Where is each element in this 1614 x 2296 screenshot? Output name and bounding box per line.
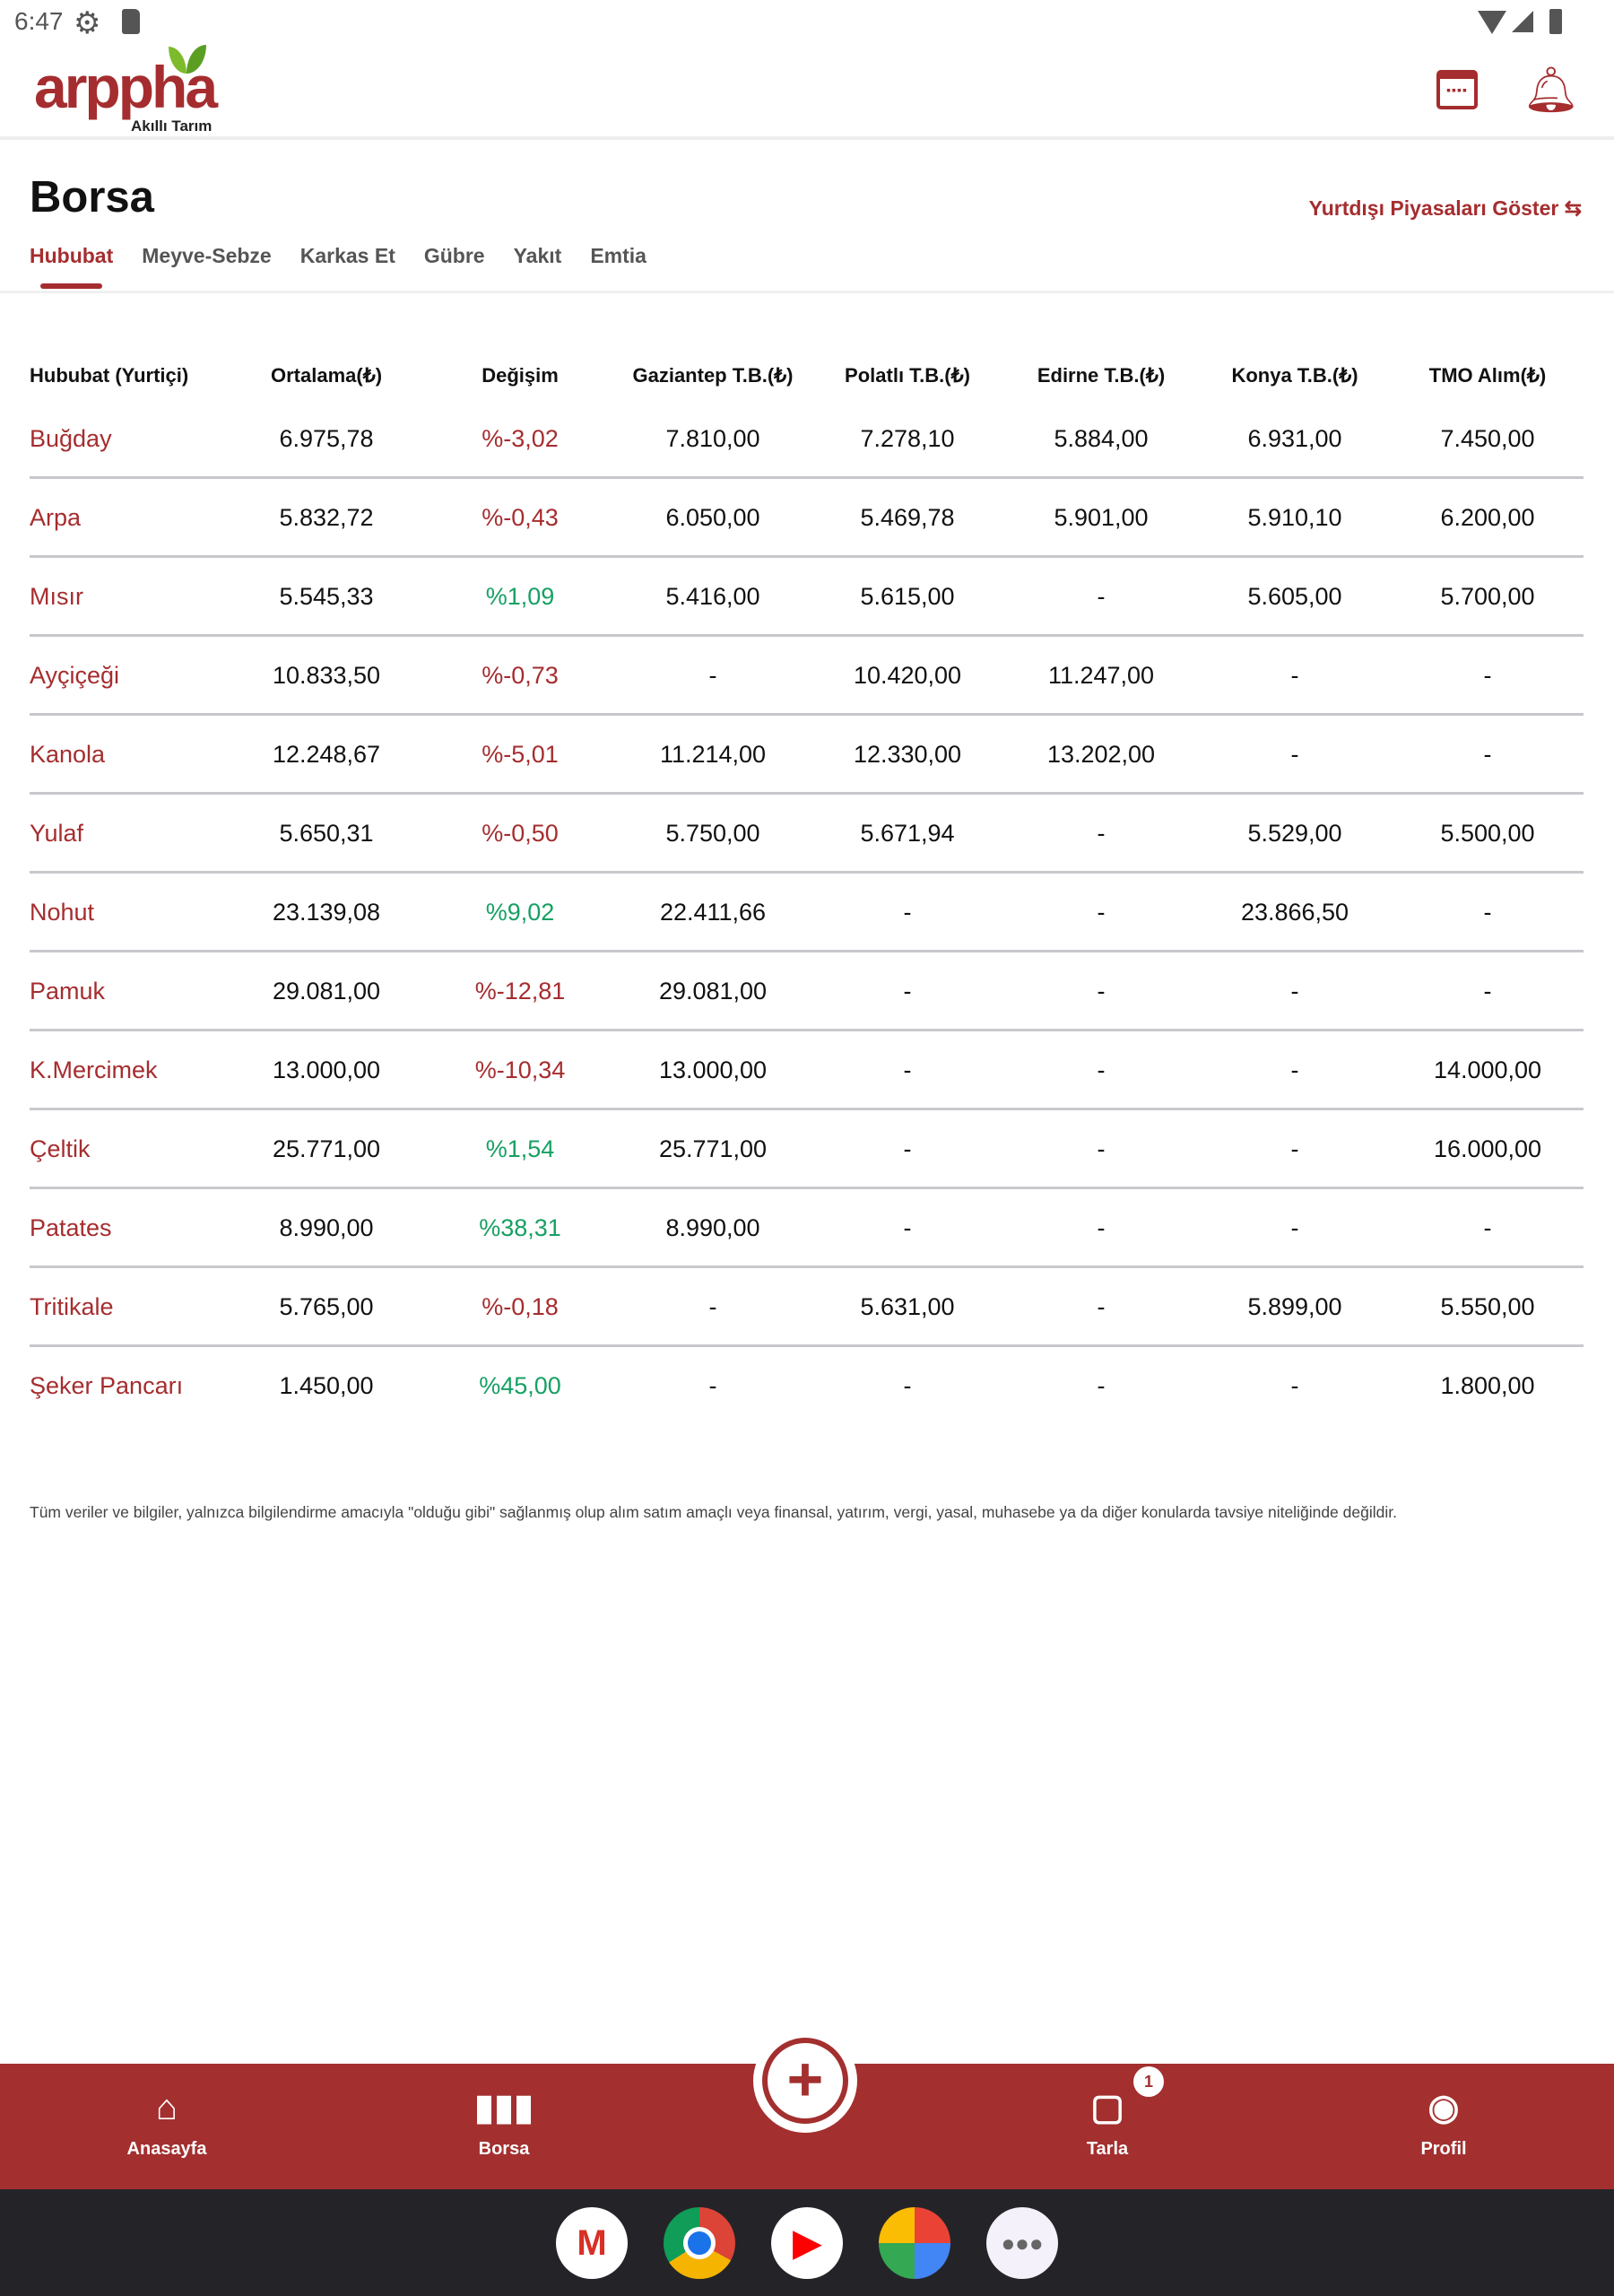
- price-cell: 25.771,00: [658, 1135, 768, 1162]
- price-cell: 5.671,94: [860, 820, 955, 847]
- commodity-name[interactable]: Patates: [30, 1214, 112, 1241]
- foreign-markets-link[interactable]: Yurtdışı Piyasaları Göster ⇆: [1308, 196, 1582, 220]
- price-cell: 7.278,10: [860, 425, 955, 452]
- tab-3[interactable]: Gübre: [423, 244, 485, 267]
- change-value: %45,00: [479, 1372, 561, 1399]
- price-cell: -: [1097, 1057, 1106, 1083]
- price-cell: -: [903, 978, 912, 1004]
- change-value: %9,02: [485, 899, 555, 926]
- status-time: 6:47: [14, 7, 64, 35]
- price-cell: 6.050,00: [665, 504, 760, 531]
- column-header: Gaziantep T.B.(₺): [632, 364, 794, 387]
- price-cell: -: [1097, 1214, 1106, 1241]
- change-value: %-0,18: [482, 1293, 559, 1320]
- price-cell: 5.899,00: [1247, 1293, 1342, 1320]
- disclaimer: Tüm veriler ve bilgiler, yalnızca bilgilendirme amacıyla "olduğu gibi" sağlanmış olup alım satım amaçlı veya finansal, yatırım, vergi, yasal, muhasebe ya da diğer konularda tavsiye niteliğinde değildir.: [30, 1503, 1397, 1521]
- price-cell: 11.247,00: [1047, 662, 1155, 689]
- price-cell: -: [1483, 1214, 1492, 1241]
- price-cell: 5.750,00: [665, 820, 760, 847]
- price-cell: 5.605,00: [1247, 583, 1342, 610]
- table-row[interactable]: [0, 795, 1614, 874]
- price-cell: 10.420,00: [853, 662, 962, 689]
- price-cell: 22.411,66: [659, 899, 767, 926]
- change-value: %38,31: [479, 1214, 561, 1241]
- price-cell: -: [1097, 899, 1106, 926]
- commodity-name[interactable]: Kanola: [30, 741, 106, 768]
- nav-profil-label: Profil: [1420, 2139, 1467, 2159]
- price-cell: 5.631,00: [860, 1293, 955, 1320]
- price-cell: -: [1483, 741, 1492, 768]
- price-cell: 6.975,78: [279, 425, 374, 452]
- price-cell: 5.469,78: [860, 504, 955, 531]
- status-bar: [0, 0, 1614, 45]
- price-cell: -: [1097, 978, 1106, 1004]
- tab-5[interactable]: Emtia: [590, 244, 646, 267]
- price-cell: -: [1290, 1057, 1299, 1083]
- change-value: %-5,01: [482, 741, 559, 768]
- logo-subtitle: Akıllı Tarım: [131, 117, 213, 135]
- table-row[interactable]: [0, 479, 1614, 558]
- commodity-name[interactable]: Mısır: [30, 583, 83, 610]
- profile-icon: ◉: [1427, 2088, 1460, 2127]
- change-value: %-3,02: [482, 425, 559, 452]
- price-cell: 12.248,67: [272, 741, 381, 768]
- nav-borsa[interactable]: [414, 2085, 594, 2160]
- tarla-badge: 1: [1133, 2066, 1164, 2097]
- commodity-name[interactable]: Çeltik: [30, 1135, 91, 1162]
- bell-icon[interactable]: 🔔︎: [1523, 65, 1580, 115]
- battery-icon: [1549, 9, 1562, 34]
- commodity-name[interactable]: Pamuk: [30, 978, 106, 1004]
- price-cell: -: [1290, 741, 1299, 768]
- price-cell: 8.990,00: [279, 1214, 374, 1241]
- column-header: Edirne T.B.(₺): [1037, 364, 1166, 387]
- price-cell: 23.866,50: [1240, 899, 1349, 926]
- price-cell: 5.529,00: [1247, 820, 1342, 847]
- price-cell: 12.330,00: [853, 741, 962, 768]
- wifi-icon: [1478, 11, 1506, 34]
- price-cell: 5.500,00: [1440, 820, 1535, 847]
- field-icon: ▢: [1090, 2088, 1124, 2127]
- commodity-name[interactable]: Nohut: [30, 899, 95, 926]
- price-cell: -: [708, 1293, 717, 1320]
- table-row[interactable]: [0, 1031, 1614, 1110]
- price-cell: 11.214,00: [659, 741, 767, 768]
- commodity-name[interactable]: Ayçiçeği: [30, 662, 120, 689]
- price-cell: 5.650,31: [279, 820, 374, 847]
- youtube-icon[interactable]: ▶: [771, 2207, 843, 2279]
- change-value: %-12,81: [474, 978, 566, 1004]
- price-cell: 5.765,00: [279, 1293, 374, 1320]
- commodity-name[interactable]: Şeker Pancarı: [30, 1372, 184, 1399]
- change-value: %1,09: [485, 583, 555, 610]
- price-cell: -: [1097, 1135, 1106, 1162]
- price-cell: -: [1290, 978, 1299, 1004]
- table-row[interactable]: [0, 716, 1614, 795]
- divider: [0, 291, 1614, 293]
- price-cell: 25.771,00: [272, 1135, 381, 1162]
- app-header: [0, 45, 1614, 140]
- nav-tarla[interactable]: [1018, 2085, 1197, 2160]
- price-cell: -: [1097, 1372, 1106, 1399]
- commodity-name[interactable]: Arpa: [30, 504, 82, 531]
- nav-borsa-label: Borsa: [478, 2139, 530, 2159]
- price-cell: -: [903, 899, 912, 926]
- home-icon: ⌂: [155, 2088, 178, 2127]
- system-dock: [0, 2189, 1614, 2296]
- tab-1[interactable]: Meyve-Sebze: [142, 244, 272, 267]
- tab-2[interactable]: Karkas Et: [299, 244, 395, 267]
- table-row[interactable]: [0, 1110, 1614, 1189]
- table-row[interactable]: [0, 1347, 1614, 1426]
- price-cell: -: [1290, 662, 1299, 689]
- settings-icon: ⚙: [74, 6, 101, 40]
- column-header: TMO Alım(₺): [1428, 364, 1547, 387]
- price-cell: 6.200,00: [1440, 504, 1535, 531]
- table-row[interactable]: [0, 952, 1614, 1031]
- price-cell: 14.000,00: [1433, 1057, 1542, 1083]
- price-cell: 13.000,00: [658, 1057, 768, 1083]
- bar-chart-icon: ▮▮▮: [473, 2088, 534, 2127]
- price-cell: -: [1483, 978, 1492, 1004]
- nav-profil[interactable]: [1354, 2085, 1533, 2160]
- price-cell: 7.810,00: [665, 425, 760, 452]
- change-value: %-0,50: [482, 820, 559, 847]
- table-row[interactable]: [0, 1268, 1614, 1347]
- price-cell: 13.202,00: [1046, 741, 1156, 768]
- price-cell: 5.910,10: [1247, 504, 1342, 531]
- price-cell: 5.615,00: [860, 583, 955, 610]
- price-cell: 29.081,00: [272, 978, 381, 1004]
- price-cell: 1.450,00: [279, 1372, 374, 1399]
- table-row[interactable]: [0, 558, 1614, 637]
- price-cell: 8.990,00: [665, 1214, 760, 1241]
- price-cell: -: [1290, 1372, 1299, 1399]
- sd-card-icon: [122, 9, 140, 34]
- signal-icon: [1512, 11, 1533, 32]
- app-drawer-icon[interactable]: ●●●: [986, 2207, 1058, 2279]
- nav-tarla-label: Tarla: [1086, 2139, 1129, 2159]
- tab-0[interactable]: Hububat: [30, 244, 114, 267]
- price-cell: 5.901,00: [1054, 504, 1149, 531]
- commodity-name[interactable]: K.Mercimek: [30, 1057, 158, 1083]
- price-cell: -: [708, 1372, 717, 1399]
- change-value: %1,54: [485, 1135, 555, 1162]
- price-cell: 5.545,33: [279, 583, 374, 610]
- table-row[interactable]: [0, 400, 1614, 479]
- price-cell: 13.000,00: [272, 1057, 381, 1083]
- category-tabs: [30, 244, 675, 268]
- page-title: Borsa: [30, 173, 154, 222]
- plus-icon: +: [762, 2038, 848, 2124]
- price-cell: 16.000,00: [1433, 1135, 1542, 1162]
- table-row[interactable]: [0, 874, 1614, 952]
- change-value: %-10,34: [474, 1057, 566, 1083]
- price-cell: -: [1290, 1214, 1299, 1241]
- commodity-name[interactable]: Yulaf: [30, 820, 84, 847]
- table-header: [0, 364, 1614, 391]
- price-cell: -: [1483, 662, 1492, 689]
- price-cell: -: [903, 1372, 912, 1399]
- price-cell: 29.081,00: [658, 978, 768, 1004]
- column-header: Ortalama(₺): [270, 364, 383, 387]
- table-row[interactable]: [0, 1189, 1614, 1268]
- column-header: Değişim: [482, 364, 559, 387]
- price-cell: -: [1290, 1135, 1299, 1162]
- commodity-name[interactable]: Tritikale: [30, 1293, 114, 1320]
- price-cell: -: [1097, 1293, 1106, 1320]
- price-cell: 10.833,50: [272, 662, 381, 689]
- price-cell: 6.931,00: [1247, 425, 1342, 452]
- price-cell: -: [903, 1135, 912, 1162]
- column-header: Hububat (Yurtiçi): [30, 364, 189, 387]
- price-cell: 23.139,08: [272, 899, 381, 926]
- add-button[interactable]: [753, 2029, 857, 2133]
- calendar-icon[interactable]: ▪▪▪▪: [1436, 70, 1478, 109]
- table-row[interactable]: [0, 637, 1614, 716]
- price-cell: 1.800,00: [1440, 1372, 1535, 1399]
- price-cell: -: [903, 1057, 912, 1083]
- price-cell: 5.700,00: [1440, 583, 1535, 610]
- price-cell: -: [1097, 820, 1106, 847]
- photos-icon[interactable]: [879, 2207, 950, 2279]
- price-cell: 5.550,00: [1440, 1293, 1535, 1320]
- logo: arppha: [34, 54, 216, 120]
- column-header: Konya T.B.(₺): [1231, 364, 1358, 387]
- change-value: %-0,43: [482, 504, 559, 531]
- price-cell: 5.884,00: [1054, 425, 1149, 452]
- price-cell: 5.832,72: [279, 504, 374, 531]
- price-cell: 5.416,00: [665, 583, 760, 610]
- price-cell: -: [1483, 899, 1492, 926]
- commodity-name[interactable]: Buğday: [30, 425, 112, 452]
- tab-4[interactable]: Yakıt: [513, 244, 562, 267]
- column-header: Polatlı T.B.(₺): [845, 364, 970, 387]
- chrome-icon[interactable]: [664, 2207, 735, 2279]
- change-value: %-0,73: [482, 662, 559, 689]
- price-cell: 7.450,00: [1440, 425, 1535, 452]
- gmail-icon[interactable]: M: [556, 2207, 628, 2279]
- price-cell: -: [903, 1214, 912, 1241]
- nav-home[interactable]: [77, 2085, 256, 2160]
- price-cell: -: [1097, 583, 1106, 610]
- nav-home-label: Anasayfa: [126, 2139, 207, 2159]
- price-cell: -: [708, 662, 717, 689]
